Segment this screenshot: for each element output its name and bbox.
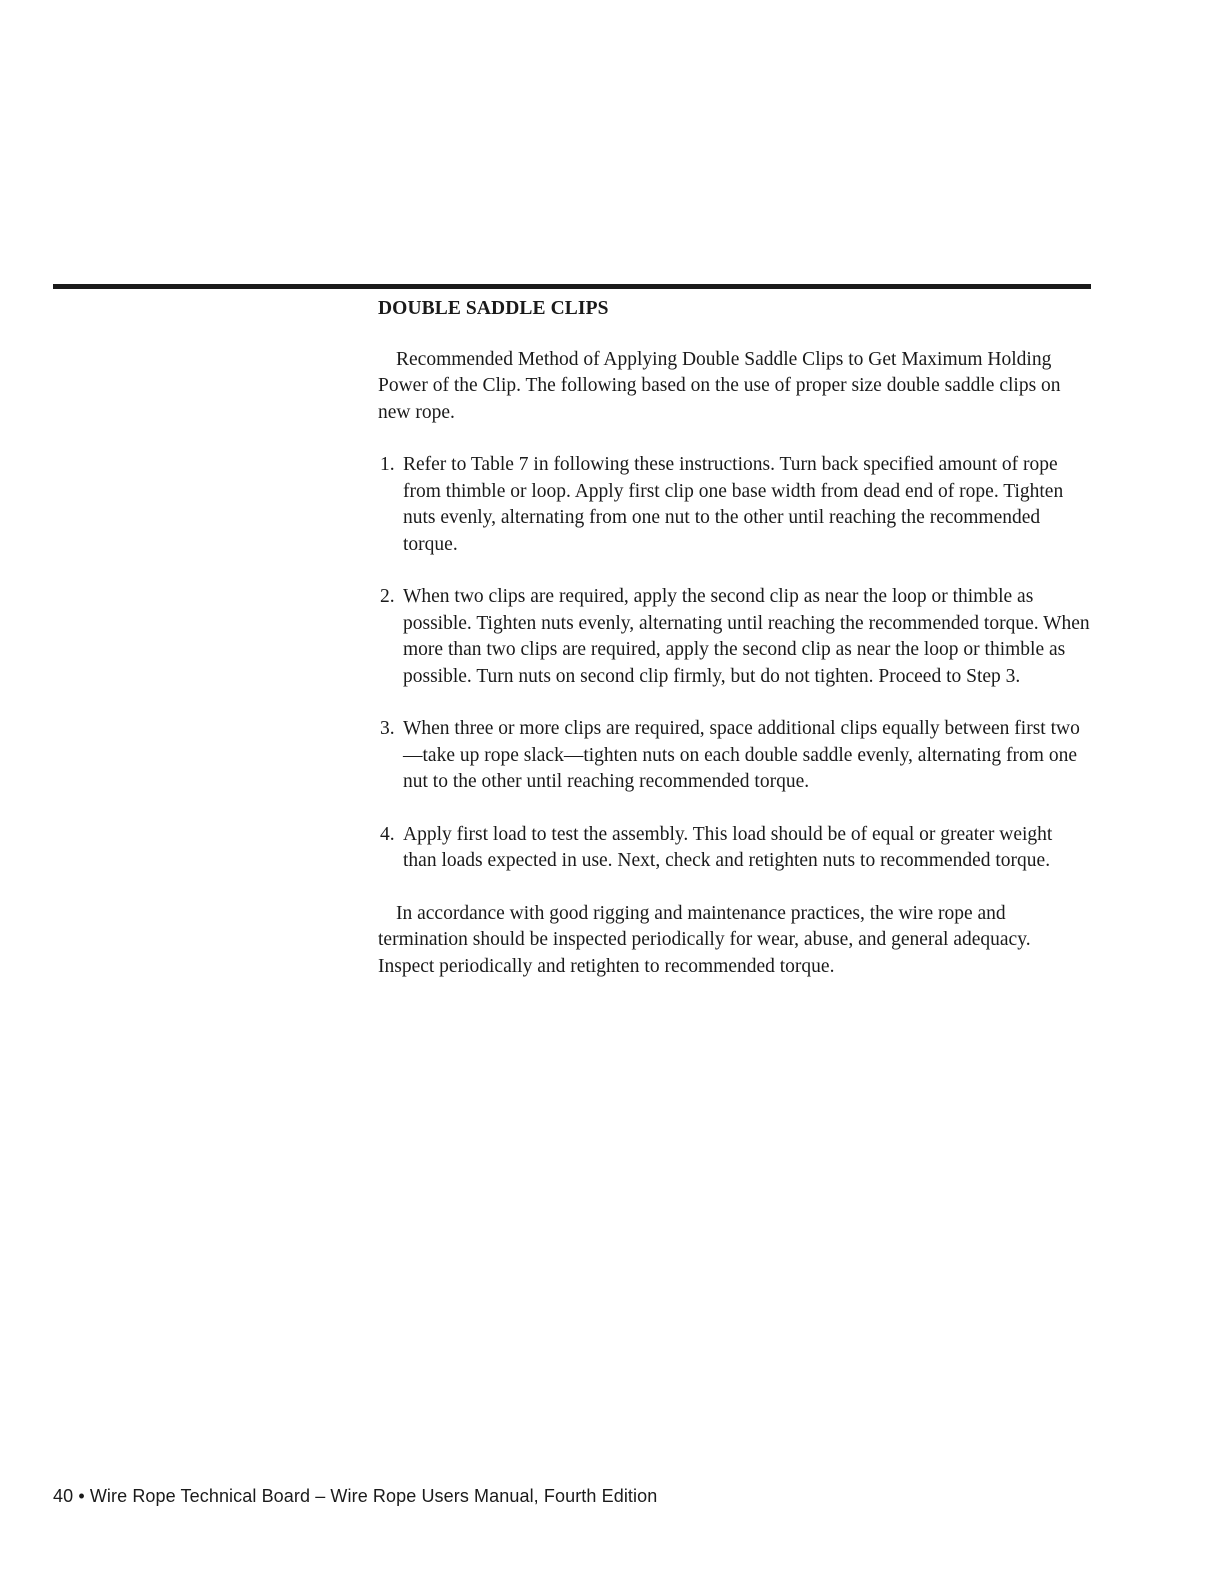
- section-heading: DOUBLE SADDLE CLIPS: [378, 298, 609, 319]
- step-text: Apply first load to test the assembly. This load should be of equal or greater weight than loads expected in use. Next, check and retighten nuts to recommended torque.: [403, 823, 1053, 871]
- step-item: [378, 822, 1090, 875]
- step-text: When two clips are required, apply the second clip as near the loop or thimble as possible. Tighten nuts evenly, alternating until reaching the recommended torque. When more than two clips are required, apply the second clip as near the loop or thimble as possible. Turn nuts on second clip firmly, but do not tighten. Proceed to Step 3.: [403, 586, 1090, 687]
- header-rule: [53, 284, 1091, 289]
- step-item: [378, 452, 1090, 558]
- instruction-steps: [378, 452, 1090, 875]
- closing-paragraph: In accordance with good rigging and maintenance practices, the wire rope and termination should be inspected periodically for wear, abuse, and general adequacy. Inspect periodically and retighten to recommended torque.: [378, 902, 1031, 977]
- page-footer: 40 • Wire Rope Technical Board – Wire Rope Users Manual, Fourth Edition: [53, 1486, 658, 1506]
- step-number: 2.: [380, 586, 395, 607]
- main-content: [378, 296, 1090, 980]
- step-text: When three or more clips are required, space additional clips equally between first two—take up rope slack—tighten nuts on each double saddle evenly, alternating from one nut to the other until reaching recommended torque.: [403, 718, 1080, 792]
- step-number: 1.: [380, 454, 395, 475]
- step-number: 4.: [380, 823, 395, 845]
- step-number: 3.: [380, 718, 395, 739]
- step-item: [378, 584, 1090, 690]
- step-text: Refer to Table 7 in following these instructions. Turn back specified amount of rope from thimble or loop. Apply first clip one base width from dead end of rope. Tighten nuts evenly, alternating from one nut to the other until reaching the recommended torque.: [403, 454, 1064, 555]
- step-item: [378, 716, 1090, 796]
- intro-paragraph: Recommended Method of Applying Double Saddle Clips to Get Maximum Holding Power of the Clip. The following based on the use of proper size double saddle clips on new rope.: [378, 348, 1061, 423]
